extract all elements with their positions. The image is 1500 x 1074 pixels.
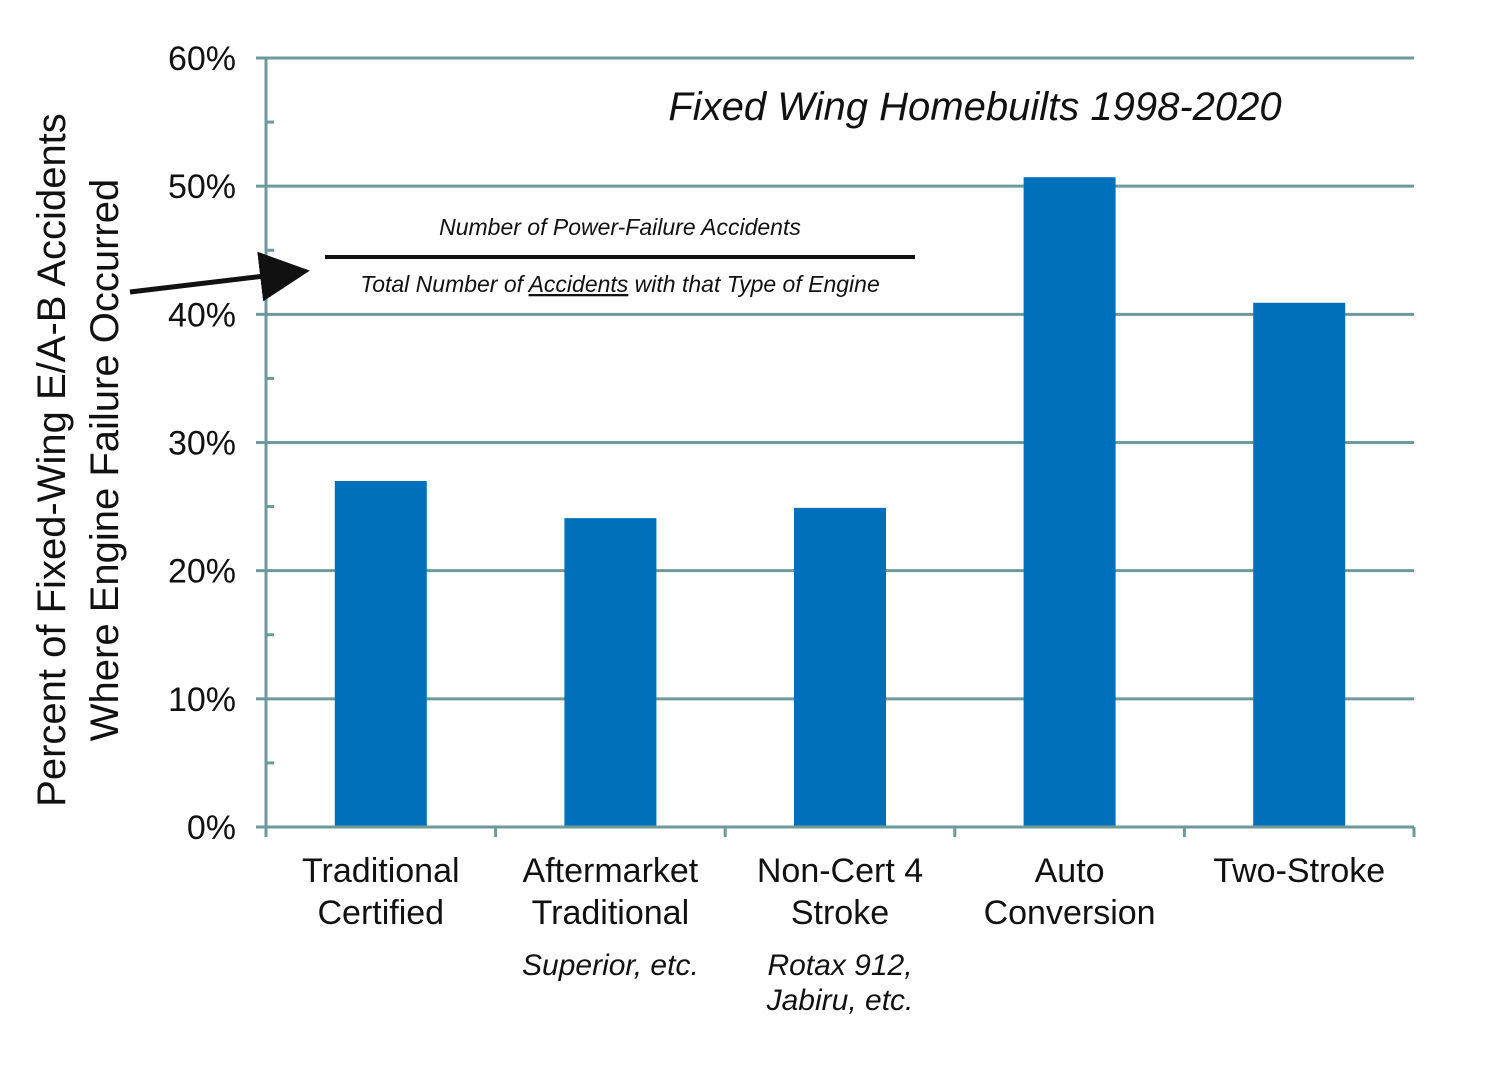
bar: [1024, 177, 1116, 827]
x-category-label: Two-Stroke: [1213, 852, 1386, 890]
x-category-labels: [302, 852, 1385, 1017]
y-tick-label: 60%: [167, 40, 236, 78]
x-category-label: Traditional: [531, 894, 690, 932]
y-tick-label: 50%: [167, 168, 236, 207]
x-category-label: Traditional: [302, 852, 460, 890]
y-axis-label-line-2: Where Engine Failure Occurred: [83, 178, 127, 742]
bar: [564, 518, 656, 827]
denominator-text-before: Total Number of: [360, 271, 529, 297]
x-category-note: Rotax 912,: [767, 949, 913, 982]
x-category-label: Stroke: [790, 894, 890, 932]
x-category-note: Superior, etc.: [522, 949, 699, 982]
x-category-label: Auto: [1034, 852, 1105, 890]
chart-title: Fixed Wing Homebuilts 1998-2020: [668, 85, 1282, 129]
y-tick-labels: [168, 40, 236, 847]
bar: [335, 481, 427, 827]
bar: [1253, 303, 1345, 827]
x-category-label: Certified: [317, 894, 445, 932]
fraction-numerator: Number of Power-Failure Accidents: [439, 214, 801, 240]
denominator-text-underlined: Accidents: [528, 271, 629, 297]
fraction-annotation: [130, 214, 915, 297]
x-category-label: Aftermarket: [522, 852, 699, 890]
y-tick-label: 40%: [167, 296, 236, 335]
y-tick-label: 20%: [167, 552, 236, 591]
fraction-denominator: [360, 271, 880, 297]
y-tick-label: 30%: [167, 424, 236, 463]
y-axis-label-line-1: Percent of Fixed-Wing E/A-B Accidents: [30, 113, 74, 807]
y-tick-label: 0%: [186, 809, 236, 847]
x-category-note: Jabiru, etc.: [766, 984, 914, 1017]
bar: [794, 508, 886, 827]
x-category-label: Conversion: [983, 894, 1156, 932]
y-tick-label: 10%: [167, 680, 236, 719]
denominator-text-after: with that Type of Engine: [628, 271, 880, 297]
x-category-label: Non-Cert 4: [756, 852, 924, 890]
